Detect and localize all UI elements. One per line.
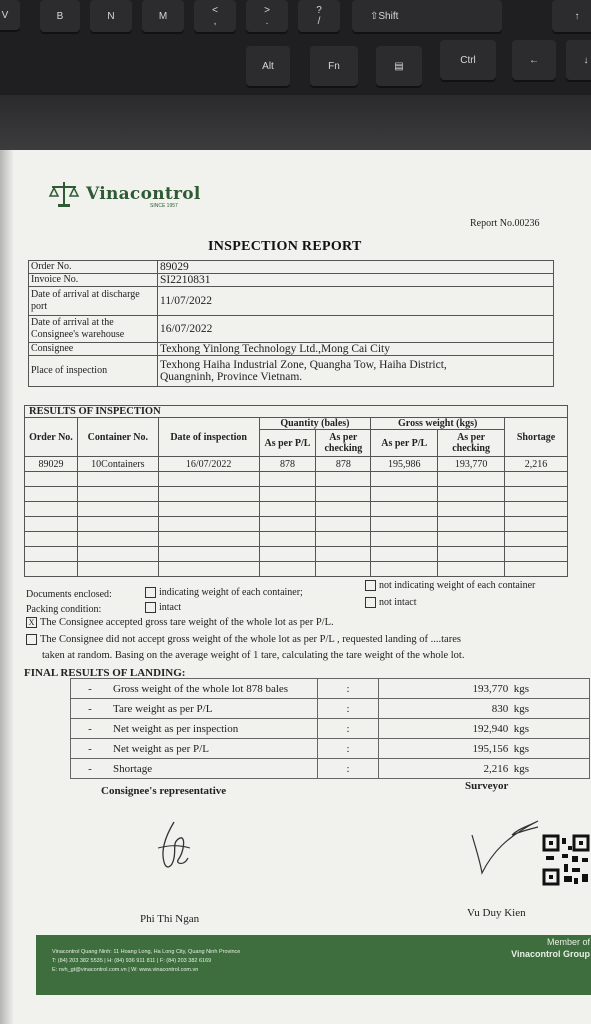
final-dash: - (71, 759, 110, 779)
results-header-row-1 (25, 418, 568, 430)
col-gross-as-per-checking: As per checking (438, 430, 505, 457)
option-indicating (145, 587, 303, 598)
table-row (71, 699, 590, 719)
final-value-number: 830 (491, 702, 509, 715)
table-row-empty (25, 517, 568, 532)
cell-qty-pl: 878 (259, 457, 316, 472)
key-ctrl: Ctrl (440, 40, 496, 80)
footer-group-name: Vinacontrol Group (511, 949, 590, 959)
final-value-unit: kgs (513, 722, 529, 735)
key-n: N (90, 0, 132, 32)
checkbox-not-accepted[interactable] (26, 634, 37, 645)
final-colon: : (318, 739, 379, 759)
checkbox-accepted[interactable]: X (26, 617, 37, 628)
consignee-not-accepted-line-2: taken at random. Basing on the average weight of 1 tare, calculating the tare weight of the whole lot. (42, 650, 465, 661)
arrival-warehouse-label: Date of arrival at the Consignee's warehouse (29, 316, 158, 343)
final-value (379, 719, 590, 739)
info-row-consignee (29, 343, 554, 356)
key-down: ↓ (566, 40, 591, 80)
report-title: INSPECTION REPORT (208, 239, 362, 254)
results-title-row (25, 406, 568, 418)
final-results-title: FINAL RESULTS OF LANDING: (24, 667, 186, 679)
final-value-number: 192,940 (472, 722, 509, 735)
cell-gross-check: 193,770 (438, 457, 505, 472)
option-not-indicating-label: not indicating weight of each container (379, 580, 536, 591)
arrival-warehouse-value: 16/07/2022 (158, 316, 554, 343)
col-gross-weight: Gross weight (kgs) (371, 418, 505, 430)
key-shift: ⇧Shift (352, 0, 502, 32)
checkbox-intact[interactable] (145, 602, 156, 613)
col-order-no: Order No. (25, 418, 78, 457)
key-m: M (142, 0, 184, 32)
table-row-empty (25, 532, 568, 547)
place-line-2: Quangninh, Province Vietnam. (160, 371, 303, 383)
final-dash: - (71, 719, 110, 739)
final-value (379, 759, 590, 779)
company-logo (48, 180, 201, 208)
option-not-indicating (365, 580, 535, 591)
footer-band (36, 935, 591, 995)
col-container-no: Container No. (77, 418, 158, 457)
paper-shadow (0, 150, 14, 1024)
surveyor-label: Surveyor (465, 780, 509, 792)
final-colon: : (318, 679, 379, 699)
order-no-value: 89029 (158, 261, 554, 274)
table-row-empty (25, 547, 568, 562)
final-value (379, 679, 590, 699)
arrival-port-label: Date of arrival at discharge port (29, 287, 158, 316)
key-period-label: > (264, 5, 270, 16)
final-label: Shortage (109, 759, 318, 779)
key-slash-label: ? (316, 5, 322, 16)
key-up: ↑ (552, 0, 591, 32)
info-row-order (29, 261, 554, 274)
order-no-label: Order No. (29, 261, 158, 274)
key-comma (194, 0, 236, 32)
cell-gross-pl: 195,986 (371, 457, 438, 472)
consignee-value: Texhong Yinlong Technology Ltd.,Mong Cai City (158, 343, 554, 356)
consignee-signature (150, 818, 200, 874)
final-dash: - (71, 699, 110, 719)
cell-date: 16/07/2022 (158, 457, 259, 472)
place-label: Place of inspection (29, 356, 158, 387)
table-row (71, 739, 590, 759)
key-comma-label: < (212, 5, 218, 16)
key-period-sub: . (265, 16, 269, 27)
table-row (71, 719, 590, 739)
option-intact-label: intact (159, 602, 182, 613)
inspection-results-table (24, 405, 568, 577)
final-value-number: 2,216 (483, 762, 509, 775)
consignee-not-accepted (26, 634, 461, 645)
cell-shortage: 2,216 (505, 457, 568, 472)
cell-order-no: 89029 (25, 457, 78, 472)
final-label: Gross weight of the whole lot 878 bales (109, 679, 318, 699)
company-since: SINCE 1957 (150, 203, 178, 209)
info-row-place (29, 356, 554, 387)
invoice-no-value: SI2210831 (158, 274, 554, 287)
col-shortage: Shortage (505, 418, 568, 457)
cell-qty-check: 878 (316, 457, 371, 472)
info-row-arrival-warehouse (29, 316, 554, 343)
arrival-port-value: 11/07/2022 (158, 287, 554, 316)
consignee-accepted (26, 617, 334, 628)
packing-condition-label: Packing condition: (26, 604, 102, 615)
col-quantity: Quantity (bales) (259, 418, 371, 430)
consignee-label: Consignee (29, 343, 158, 356)
consignee-name: Phi Thi Ngan (140, 913, 200, 925)
table-row-empty (25, 487, 568, 502)
checkbox-indicating[interactable] (145, 587, 156, 598)
final-label: Net weight as per P/L (109, 739, 318, 759)
final-value-unit: kgs (513, 742, 529, 755)
key-period (246, 0, 288, 32)
key-fn: Fn (310, 46, 358, 86)
table-row (25, 457, 568, 472)
key-left: ← (512, 40, 556, 80)
report-number: Report No.00236 (470, 218, 540, 229)
option-not-intact (365, 597, 417, 608)
footer-phone: T: (84) 203 382 5535 | H: (84) 936 911 811 | F: (84) 203 382 6169 (52, 958, 212, 964)
checkbox-not-intact[interactable] (365, 597, 376, 608)
keyboard-frame (0, 95, 591, 150)
col-gross-as-per-pl: As per P/L (371, 430, 438, 457)
info-row-invoice (29, 274, 554, 287)
cell-container-no: 10Containers (77, 457, 158, 472)
final-colon: : (318, 699, 379, 719)
footer-member-of: Member of (546, 937, 590, 947)
table-row-empty (25, 472, 568, 487)
col-qty-as-per-pl: As per P/L (259, 430, 316, 457)
final-label: Net weight as per inspection (109, 719, 318, 739)
qr-code-icon (542, 834, 590, 886)
surveyor-signature (466, 815, 546, 877)
final-value-number: 195,156 (472, 742, 509, 755)
col-date: Date of inspection (158, 418, 259, 457)
table-row (71, 759, 590, 779)
consignee-representative-label: Consignee's representative (101, 785, 227, 797)
place-value (158, 356, 554, 387)
footer-address: Vinacontrol Quang Ninh: 11 Hoang Long, Ha Long City, Quang Ninh Province (52, 949, 241, 955)
final-value-number: 193,770 (472, 682, 509, 695)
surveyor-name: Vu Duy Kien (467, 907, 526, 919)
table-row-empty (25, 562, 568, 577)
key-comma-sub: , (213, 16, 217, 27)
shipment-info-table (28, 260, 554, 387)
checkbox-not-indicating[interactable] (365, 580, 376, 591)
footer-email: E: nvh_gt@vinacontrol.com.vn | W: www.vinacontrol.com.vn (52, 967, 199, 973)
final-value-unit: kgs (513, 762, 529, 775)
info-row-arrival-port (29, 287, 554, 316)
results-title: RESULTS OF INSPECTION (25, 406, 568, 418)
table-row (71, 679, 590, 699)
consignee-accepted-text: The Consignee accepted gross tare weight of the whole lot as per P/L. (40, 617, 334, 628)
invoice-no-label: Invoice No. (29, 274, 158, 287)
option-not-intact-label: not intact (379, 597, 417, 608)
key-slash (298, 0, 340, 32)
consignee-not-accepted-text: The Consignee did not accept gross weight of the whole lot as per P/L , requested landing of ....tares (40, 634, 461, 645)
final-colon: : (318, 719, 379, 739)
company-name: Vinacontrol (86, 184, 201, 204)
key-slash-sub: / (317, 16, 321, 27)
option-intact (145, 602, 181, 613)
table-row-empty (25, 502, 568, 517)
documents-enclosed-label: Documents enclosed: (26, 589, 112, 600)
final-colon: : (318, 759, 379, 779)
key-v: V (0, 0, 20, 30)
key-alt: Alt (246, 46, 290, 86)
place-line-1: Texhong Haiha Industrial Zone, Quangha Tow, Haiha District, (160, 359, 447, 371)
final-label: Tare weight as per P/L (109, 699, 318, 719)
final-value (379, 739, 590, 759)
final-value-unit: kgs (513, 682, 529, 695)
col-qty-as-per-checking: As per checking (316, 430, 371, 457)
final-results-table (70, 678, 590, 779)
option-indicating-label: indicating weight of each container; (159, 587, 303, 598)
key-menu: ▤ (376, 46, 422, 86)
scale-icon (48, 180, 80, 208)
final-dash: - (71, 739, 110, 759)
key-b: B (40, 0, 80, 32)
final-value (379, 699, 590, 719)
final-dash: - (71, 679, 110, 699)
final-value-unit: kgs (513, 702, 529, 715)
